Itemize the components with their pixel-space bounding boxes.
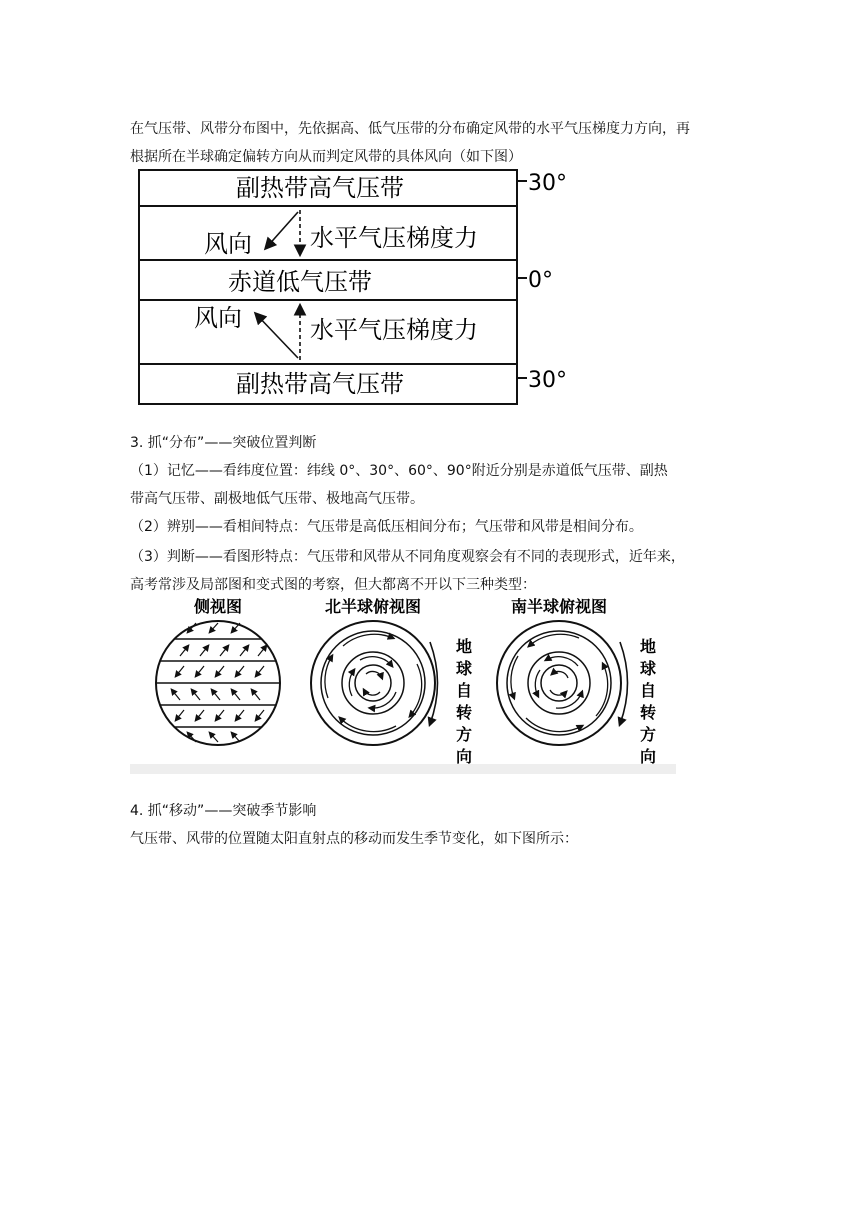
wind-label-upper: 风向 xyxy=(204,230,252,258)
intro-line-2: 根据所在半球确定偏转方向从而判定风带的具体风向（如下图） xyxy=(130,149,522,165)
bottom-band-label: 副热带高气压带 xyxy=(236,370,404,398)
svg-text:自: 自 xyxy=(639,681,657,700)
side-view-globe xyxy=(156,621,280,745)
section3-item3-line1: （3）判断——看图形特点：气压带和风带从不同角度观察会有不同的表现形式，近年来， xyxy=(130,549,685,565)
lat-label-top: 30° xyxy=(528,171,567,196)
pressure-belt-views-figure xyxy=(130,596,676,776)
north-view-globe xyxy=(311,621,435,745)
south-view-globe xyxy=(497,621,621,745)
svg-text:球: 球 xyxy=(455,659,473,678)
south-view-title: 南半球俯视图 xyxy=(510,597,608,616)
wind-arrow-lower xyxy=(256,314,298,358)
svg-text:转: 转 xyxy=(455,703,473,722)
intro-line-1: 在气压带、风带分布图中，先依据高、低气压带的分布确定风带的水平气压梯度力方向，再 xyxy=(130,121,690,137)
svg-text:自: 自 xyxy=(455,681,473,700)
section3-item1-line1: （1）记忆——看纬度位置：纬线 0°、30°、60°、90°附近分别是赤道低气压带、副热 xyxy=(130,463,668,479)
north-rotation-label xyxy=(456,637,472,766)
pressure-belt-diagram xyxy=(130,166,580,408)
section3-heading: 3. 抓“分布”——突破位置判断 xyxy=(130,435,317,451)
svg-text:球: 球 xyxy=(639,659,657,678)
svg-text:向: 向 xyxy=(455,747,473,766)
side-view-title: 侧视图 xyxy=(193,597,243,616)
equator-band-label: 赤道低气压带 xyxy=(228,268,372,296)
section3-item1-line2: 带高气压带、副极地低气压带、极地高气压带。 xyxy=(130,491,424,507)
top-band-label: 副热带高气压带 xyxy=(236,174,404,202)
section3-item2: （2）辨别——看相间特点：气压带是高低压相间分布；气压带和风带是相间分布。 xyxy=(130,519,643,535)
svg-text:向: 向 xyxy=(639,747,657,766)
svg-text:方: 方 xyxy=(455,725,473,744)
wind-label-lower: 风向 xyxy=(194,304,242,332)
lat-label-mid: 0° xyxy=(528,268,553,293)
section4-text: 气压带、风带的位置随太阳直射点的移动而发生季节变化，如下图所示： xyxy=(130,831,578,847)
svg-text:转: 转 xyxy=(639,703,657,722)
svg-text:地: 地 xyxy=(639,637,657,656)
pgf-label-upper: 水平气压梯度力 xyxy=(310,224,478,252)
section3-item3-line2: 高考常涉及局部图和变式图的考察，但大都离不开以下三种类型： xyxy=(130,577,536,593)
north-rotation-arrow xyxy=(430,642,438,724)
svg-text:方: 方 xyxy=(639,725,657,744)
north-view-title: 北半球俯视图 xyxy=(324,597,422,616)
lat-label-bottom: 30° xyxy=(528,368,567,393)
wind-arrow-upper xyxy=(266,212,298,248)
pgf-label-lower: 水平气压梯度力 xyxy=(310,316,478,344)
south-rotation-label xyxy=(640,637,656,766)
svg-text:地: 地 xyxy=(455,637,473,656)
section4-heading: 4. 抓“移动”——突破季节影响 xyxy=(130,803,317,819)
